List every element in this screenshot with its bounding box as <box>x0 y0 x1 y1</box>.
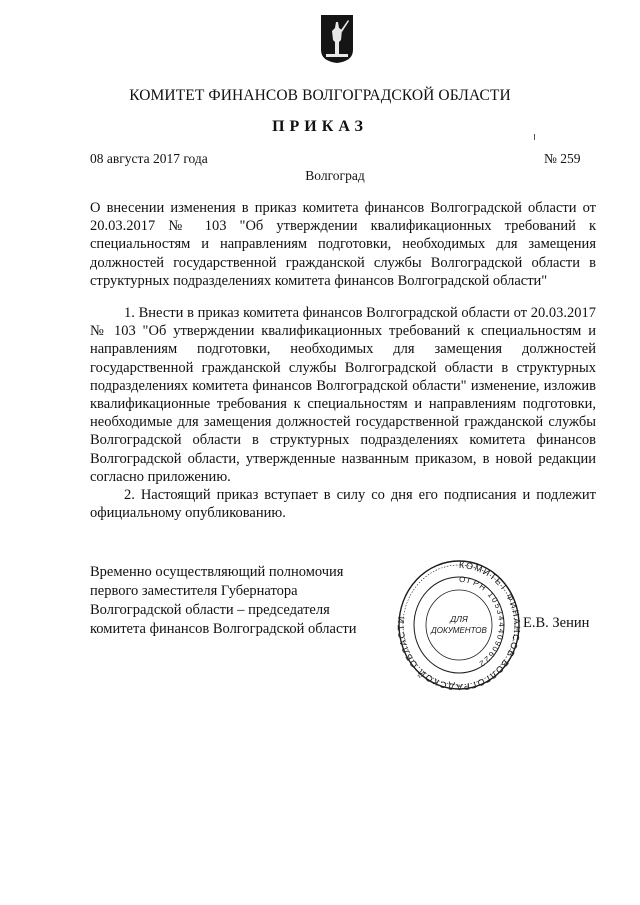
document-city: Волгоград <box>305 168 365 183</box>
margin-mark <box>534 134 535 140</box>
seal-center-line-1: ДЛЯ <box>450 614 468 624</box>
seal-center-line-2: ДОКУМЕНТОВ <box>431 626 487 635</box>
coat-of-arms-icon <box>320 14 354 64</box>
signer-line-4: комитета финансов Волгоградской области <box>90 621 357 637</box>
document-type-title: ПРИКАЗ <box>272 118 368 135</box>
document-subject: О внесении изменения в приказ комитета финансов Волгоградской области от 20.03.2017 № 103 "Об утверждении квалификационных требований к специальностям и направлениям подготовки, необходимых для замещения должностей государственной гражданской службы Волгоградской области в структурных подразделениях комитета финансов Волгоградской области" <box>90 200 596 289</box>
seal-outer-text: КОМИТЕТ ФИНАНСОВ ВОЛГОГРАДСКОЙ ОБЛАСТИ <box>396 559 522 692</box>
document-date: 08 августа 2017 года <box>90 151 208 166</box>
organization-name: КОМИТЕТ ФИНАНСОВ ВОЛГОГРАДСКОЙ ОБЛАСТИ <box>129 87 511 104</box>
official-seal-icon <box>396 558 522 692</box>
signer-line-2: первого заместителя Губернатора <box>90 583 298 599</box>
signer-position <box>90 563 357 639</box>
document-body <box>90 304 596 522</box>
seal-inner-text: ОГРН 1053444090622 <box>458 574 506 670</box>
document-number: № 259 <box>544 151 581 166</box>
body-paragraph-1: 1. Внести в приказ комитета финансов Волгоградской области от 20.03.2017 № 103 "Об утверждении квалификационных требований к специальностям и направлениям подготовки, необходимых для замещения должностей государственной гражданской службы Волгоградской области в структурных подразделениях комитета финансов Волгоградской области" изменение, изложив квалификационные требования к специальностям и направлениям подготовки, необходимые для замещения должностей государственной гражданской службы Волгоградской области в структурных подразделениях комитета финансов Волгоградской области, утвержденные названным приказом, в новой редакции согласно приложению. <box>90 305 596 485</box>
signer-line-1: Временно осуществляющий полномочия <box>90 564 344 580</box>
signer-line-3: Волгоградской области – председателя <box>90 602 330 618</box>
signer-name: Е.В. Зенин <box>523 615 590 631</box>
body-paragraph-2: 2. Настоящий приказ вступает в силу со дня его подписания и подлежит официальному опубликованию. <box>90 487 596 522</box>
